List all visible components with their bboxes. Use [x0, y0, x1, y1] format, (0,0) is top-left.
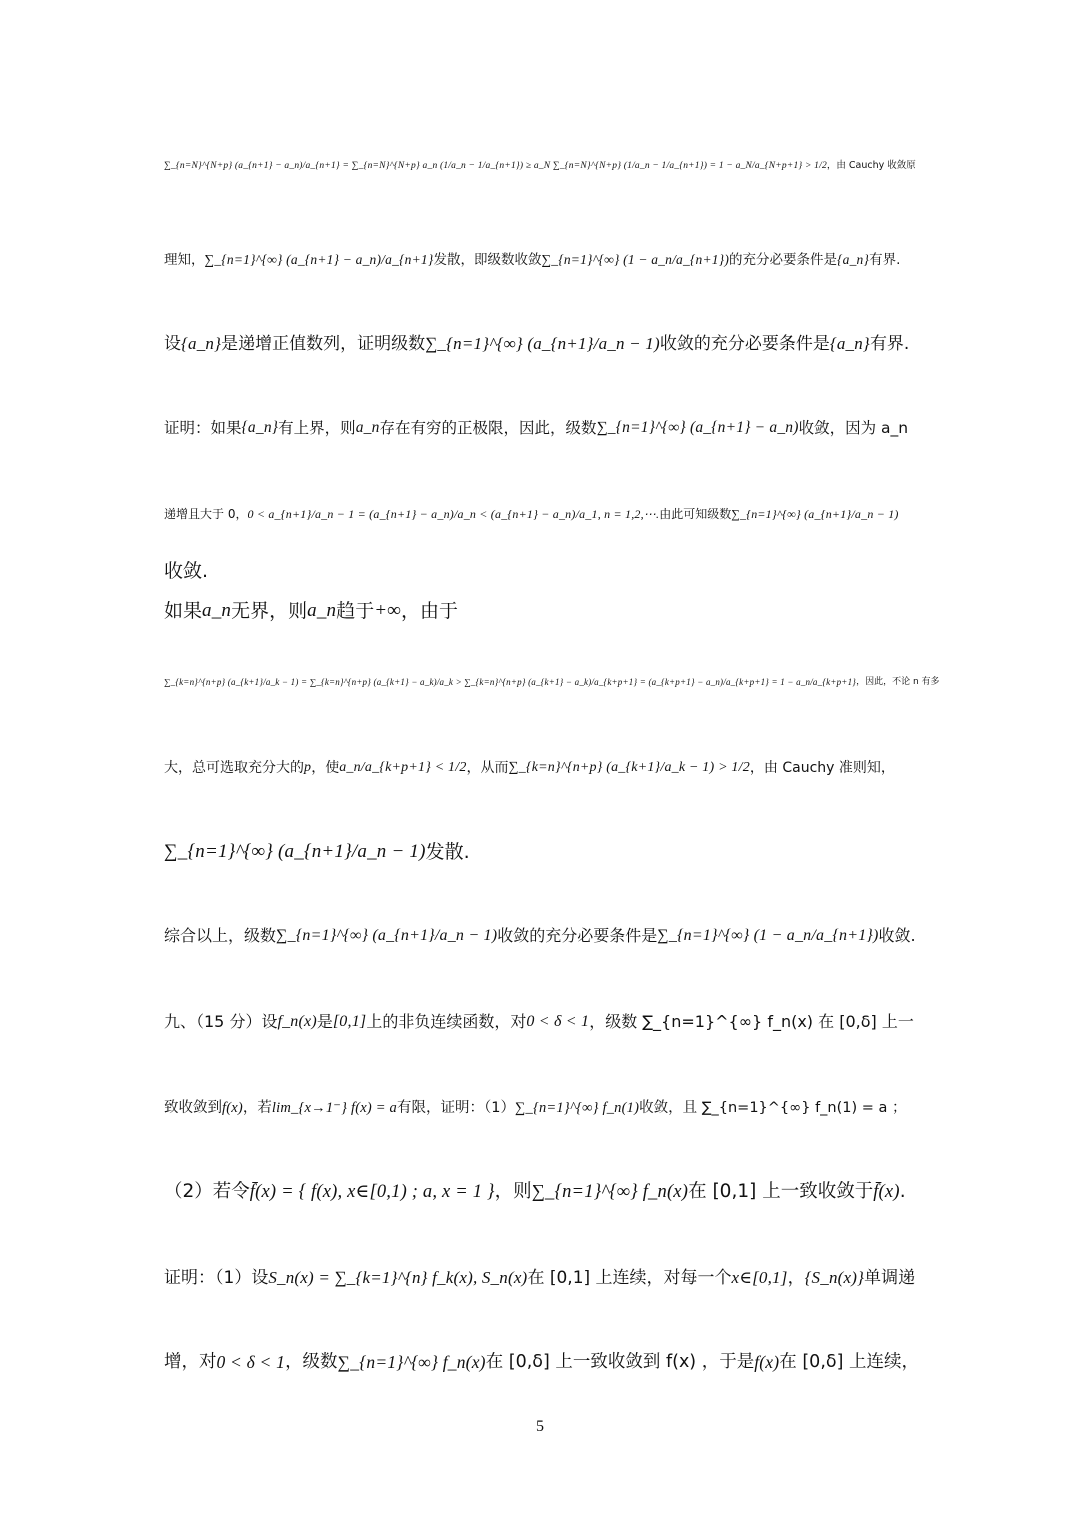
text-segment: （2）若令 — [164, 1181, 250, 1202]
text-segment: 证明：如果 — [164, 419, 242, 437]
text-line — [164, 1094, 920, 1122]
text-segment: 发散，即级数收敛 — [433, 252, 542, 268]
text-segment: 增，对 — [164, 1352, 217, 1372]
math-expression: {a_n} — [241, 419, 279, 436]
text-segment: 上的非负连续函数，对 — [366, 1012, 527, 1031]
math-expression: lim_{x→1⁻} f(x) = a — [271, 1100, 397, 1116]
math-expression: ∑_{n=1}^{∞} f_n(x) — [531, 1182, 689, 1202]
text-segment: 的充分必要条件是 — [729, 252, 838, 268]
text-segment: 证明：（1）设 — [164, 1268, 269, 1288]
text-segment: ，级数 ∑_{n=1}^{∞} f_n(x) 在 [0,δ] 上一 — [589, 1012, 914, 1031]
text-line — [164, 922, 920, 950]
text-segment: 收敛. — [164, 560, 209, 582]
math-expression: a_n — [202, 600, 232, 621]
math-expression: {a_n} — [837, 252, 870, 267]
text-segment: ，由 Cauchy 准则知， — [749, 760, 895, 776]
text-segment: 收敛，因为 a_n — [798, 419, 909, 437]
math-expression: ∑_{n=1}^{∞} (a_{n+1}/a_n − 1) — [164, 841, 426, 862]
math-expression: f̄(x) = { f(x), x∈[0,1) ; a, x = 1 } — [249, 1182, 495, 1202]
text-segment: ，使 — [311, 760, 340, 776]
text-segment: 致收敛到 — [164, 1100, 222, 1116]
math-expression: {a_n} — [829, 334, 870, 353]
math-expression: f(x) — [222, 1100, 243, 1116]
math-expression: ∑_{n=1}^{∞} f_n(1) — [514, 1100, 640, 1116]
text-segment: 在 [0,1] 上一致收敛于 — [688, 1181, 874, 1202]
math-expression: ∑_{n=N}^{N+p} (a_{n+1} − a_n)/a_{n+1} = ∑_{n=N}^{N+p} a_n (1/a_n − 1/a_{n+1}) ≥ a_N ∑_{n=N}^{N+p} (1/a_n − 1/a_{n+1}) = 1 − a_N/a_{N+p+1} > 1/2 — [164, 161, 827, 171]
text-line — [164, 414, 920, 442]
math-expression: ∑_{n=1}^{∞} (a_{n+1} − a_n)/a_{n+1} — [204, 252, 434, 267]
text-segment: 九、（15 分）设 — [164, 1012, 278, 1031]
text-line — [164, 1264, 920, 1292]
text-segment: 设 — [164, 334, 181, 354]
text-segment: 趋于 — [336, 600, 375, 622]
math-expression: {S_n(x)} — [804, 1268, 865, 1287]
math-expression: 0 < δ < 1 — [526, 1013, 590, 1030]
text-segment: ， — [787, 1268, 805, 1288]
math-expression: f(x) — [754, 1352, 780, 1372]
text-segment: 有界. — [869, 252, 901, 268]
text-segment: 在 [0,δ] 上连续， — [779, 1352, 919, 1372]
math-expression: 0 < a_{n+1}/a_n − 1 = (a_{n+1} − a_n)/a_n < (a_{n+1} − a_n)/a_1, n = 1,2,⋯. — [247, 507, 660, 521]
math-expression: a_n — [307, 600, 337, 621]
text-segment: ，级数 — [285, 1352, 338, 1372]
math-expression: [0,1] — [332, 1013, 367, 1030]
text-segment: 收敛的充分必要条件是 — [497, 926, 658, 945]
text-segment: 收敛. — [878, 926, 916, 945]
text-segment: 大，总可选取充分大的 — [164, 760, 304, 776]
math-expression: ∑_{n=1}^{∞} (1 − a_n/a_{n+1}) — [541, 252, 730, 267]
page-number: 5 — [536, 1418, 544, 1435]
math-expression: ∑_{n=1}^{∞} (a_{n+1}/a_n − 1) — [731, 507, 899, 521]
math-expression: S_n(x) = ∑_{k=1}^{n} f_k(x), S_n(x) — [268, 1268, 528, 1287]
text-segment: 是 — [316, 1012, 333, 1031]
text-segment: 理知， — [164, 252, 205, 268]
text-segment: 递增且大于 0， — [164, 507, 248, 521]
text-segment: ，因此，不论 n 有多 — [856, 677, 940, 687]
text-line — [164, 1008, 920, 1036]
text-segment: 如果 — [164, 600, 203, 622]
math-expression: a_n — [355, 419, 380, 436]
text-line — [164, 1178, 920, 1206]
math-expression: ∑_{n=1}^{∞} (a_{n+1}/a_n − 1) — [425, 334, 660, 353]
text-segment: 由此可知级数 — [659, 507, 732, 521]
math-expression: ∑_{n=1}^{∞} (a_{n+1}/a_n − 1) — [276, 927, 498, 944]
text-segment: ，由 Cauchy 收敛原 — [826, 160, 916, 171]
text-segment: 在 [0,δ] 上一致收敛到 f(x) ，于是 — [485, 1352, 755, 1372]
text-line — [164, 500, 920, 528]
text-segment: 收敛的充分必要条件是 — [659, 334, 830, 354]
text-line — [164, 330, 920, 358]
text-segment: 有界. — [869, 334, 910, 354]
math-expression: ∑_{n=1}^{∞} (a_{n+1} − a_n) — [596, 419, 799, 436]
text-segment: ，则 — [494, 1181, 532, 1202]
text-line — [164, 838, 920, 866]
text-segment: 收敛，且 ∑_{n=1}^{∞} f_n(1) = a ； — [639, 1100, 907, 1116]
math-expression: a_n/a_{k+p+1} < 1/2 — [339, 760, 467, 775]
text-segment: ，由于 — [401, 600, 459, 622]
math-expression: +∞ — [374, 600, 402, 621]
math-expression: f_n(x) — [277, 1013, 317, 1030]
math-expression: ∑_{n=1}^{∞} (1 − a_n/a_{n+1}) — [657, 927, 879, 944]
text-line — [164, 246, 920, 274]
text-segment: 综合以上，级数 — [164, 926, 277, 945]
text-segment: 无界，则 — [231, 600, 308, 622]
text-segment: 存在有穷的正极限，因此，级数 — [379, 419, 597, 437]
math-expression: ∑_{n=1}^{∞} f_n(x) — [337, 1352, 486, 1372]
text-segment: 在 [0,1] 上连续，对每一个 — [527, 1268, 732, 1288]
text-line — [164, 597, 920, 625]
math-expression: x∈[0,1] — [731, 1268, 788, 1287]
math-expression: ∑_{k=n}^{n+p} (a_{k+1}/a_k − 1) = ∑_{k=n}^{n+p} (a_{k+1} − a_k)/a_k > ∑_{k=n}^{n+p} (a_{k+1} − a_k)/a_{k+p+1} = (a_{k+p+1} − a_n)/a_{k+p+1} = 1 − a_n/a_{k+p+1} — [164, 677, 857, 687]
math-expression: p — [304, 760, 312, 775]
text-segment: 单调递 — [864, 1268, 916, 1288]
text-segment: . — [899, 1181, 906, 1202]
text-segment: ，若 — [242, 1100, 272, 1116]
text-line — [164, 668, 940, 696]
text-segment: 有限，证明：（1） — [396, 1100, 515, 1116]
text-segment: ，从而 — [466, 760, 509, 776]
math-expression: {a_n} — [181, 334, 222, 353]
math-expression: ∑_{k=n}^{n+p} (a_{k+1}/a_k − 1) > 1/2 — [508, 760, 750, 775]
math-expression: f̄(x) — [873, 1182, 900, 1202]
text-line — [164, 1348, 920, 1376]
text-segment: 是递增正值数列，证明级数 — [221, 334, 426, 354]
text-segment: 有上界，则 — [278, 419, 356, 437]
text-line — [164, 152, 920, 180]
math-expression: 0 < δ < 1 — [216, 1352, 286, 1372]
text-line — [164, 754, 920, 782]
text-segment: 发散. — [425, 841, 470, 863]
text-line — [164, 557, 920, 585]
